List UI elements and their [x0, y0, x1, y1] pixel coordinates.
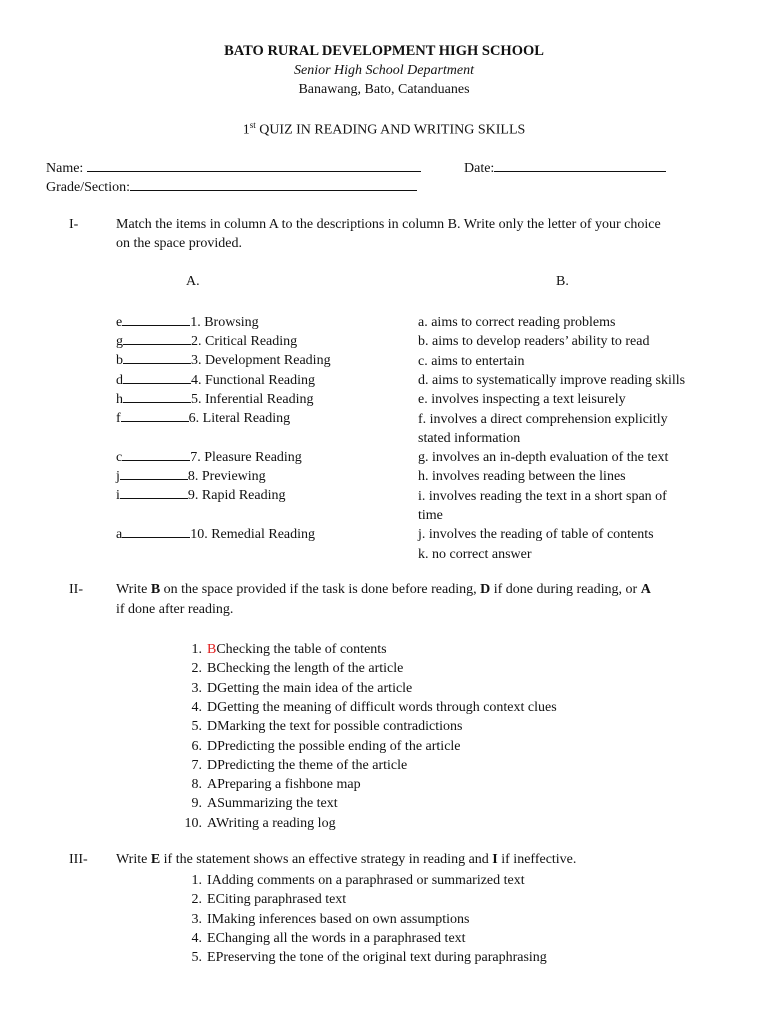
task-number: 8. — [191, 777, 202, 793]
strategy-text: Adding comments on a paraphrased or summarized text — [211, 873, 525, 888]
description-item: h. involves reading between the lines — [418, 469, 626, 485]
task-number: 3. — [191, 680, 202, 696]
part2-numeral: II- — [69, 582, 83, 597]
part1-instruction-line2: on the space provided. — [116, 236, 242, 251]
match-answer[interactable]: j — [116, 469, 120, 484]
part1-instruction-line1: Match the items in column A to the descriptions in column B. Write only the letter of your choice — [116, 217, 661, 232]
answer-blank[interactable] — [120, 467, 188, 480]
part3-instr-text: if ineffective. — [497, 852, 577, 867]
name-field-row — [46, 159, 421, 177]
strategy-number: 1. — [191, 873, 202, 888]
task-item — [180, 737, 461, 756]
match-item — [116, 486, 286, 505]
match-answer[interactable]: g — [116, 334, 123, 349]
match-item-label: 8. Previewing — [187, 469, 266, 484]
name-field[interactable] — [87, 159, 421, 172]
column-b-header: B. — [556, 274, 569, 289]
description-item: e. involves inspecting a text leisurely — [418, 392, 626, 408]
description-item: a. aims to correct reading problems — [418, 315, 616, 330]
part3-instr-text: if the statement shows an effective strategy in reading and — [160, 852, 493, 867]
grade-field[interactable] — [130, 178, 417, 191]
match-item — [116, 467, 266, 486]
task-item — [180, 814, 336, 833]
task-number: 6. — [191, 738, 202, 754]
task-answer[interactable]: A — [207, 777, 218, 793]
match-item-label: 5. Inferential Reading — [191, 392, 314, 407]
date-field-row — [464, 159, 666, 177]
match-item-label: 3. Development Reading — [191, 353, 331, 368]
task-answer[interactable]: D — [207, 757, 218, 773]
match-answer[interactable]: a — [116, 527, 123, 542]
description-item: i. involves reading the text in a short span of — [418, 488, 667, 504]
strategy-item — [180, 929, 466, 948]
match-item — [116, 409, 290, 428]
school-address: Banawang, Bato, Catanduanes — [298, 82, 470, 97]
answer-blank[interactable] — [123, 351, 191, 364]
answer-blank[interactable] — [121, 409, 189, 422]
task-answer[interactable]: D — [207, 680, 218, 696]
part2-instr-text: if done during reading, or — [490, 582, 641, 597]
column-a-header: A. — [186, 274, 200, 289]
school-name: BATO RURAL DEVELOPMENT HIGH SCHOOL — [224, 43, 544, 59]
task-item — [180, 717, 462, 736]
strategy-item — [180, 910, 469, 929]
description-item: b. aims to develop readers’ ability to read — [418, 334, 650, 350]
match-answer[interactable]: c — [116, 450, 123, 465]
strategy-answer[interactable]: I — [207, 911, 212, 927]
match-item — [116, 313, 259, 332]
task-text: Getting the meaning of difficult words through context clues — [217, 699, 557, 715]
quiz-title-text: QUIZ IN READING AND WRITING SKILLS — [255, 122, 526, 138]
description-item: time — [418, 508, 443, 523]
part3-numeral: III- — [69, 852, 88, 867]
strategy-number: 4. — [191, 930, 202, 946]
task-answer[interactable]: A — [207, 796, 218, 812]
strategy-text: Making inferences based on own assumptions — [211, 911, 470, 927]
answer-blank[interactable] — [122, 448, 190, 461]
part2-instr-text: on the space provided if the task is done before reading, — [160, 582, 481, 597]
description-item: c. aims to entertain — [418, 353, 525, 369]
quiz-title — [0, 120, 768, 139]
task-item — [180, 756, 407, 775]
name-label: Name: — [46, 161, 87, 176]
match-answer[interactable]: b — [116, 353, 123, 368]
date-field[interactable] — [494, 159, 666, 172]
task-number: 5. — [191, 719, 202, 735]
match-item — [116, 448, 302, 467]
task-number: 1. — [191, 642, 202, 657]
task-answer[interactable]: B — [207, 661, 217, 677]
match-item — [116, 332, 297, 351]
strategy-item — [180, 948, 547, 967]
strategy-answer[interactable]: I — [207, 873, 212, 888]
task-text: Predicting the theme of the article — [217, 757, 408, 773]
strategy-answer[interactable]: E — [207, 950, 216, 966]
part3-code-ineffective: I — [492, 852, 498, 867]
task-text: Checking the table of contents — [216, 642, 387, 657]
task-answer[interactable]: B — [207, 642, 217, 657]
task-text: Predicting the possible ending of the article — [217, 738, 461, 754]
answer-blank[interactable] — [122, 313, 190, 326]
strategy-text: Citing paraphrased text — [215, 892, 347, 908]
part2-code-during: D — [480, 582, 491, 597]
answer-blank[interactable] — [122, 525, 190, 538]
part2-code-before: B — [150, 582, 161, 597]
strategy-answer[interactable]: E — [207, 892, 216, 908]
description-item: k. no correct answer — [418, 546, 532, 562]
task-item — [180, 640, 387, 659]
match-answer[interactable]: d — [116, 373, 123, 388]
strategy-answer[interactable]: E — [207, 930, 216, 946]
answer-blank[interactable] — [123, 390, 191, 403]
task-item — [180, 659, 403, 678]
strategy-number: 3. — [191, 911, 202, 927]
task-answer[interactable]: A — [207, 815, 216, 831]
description-item: j. involves the reading of table of contents — [418, 527, 654, 543]
match-item-label: 7. Pleasure Reading — [190, 450, 302, 465]
strategy-text: Preserving the tone of the original text during paraphrasing — [215, 950, 547, 966]
answer-blank[interactable] — [123, 371, 191, 384]
task-item — [180, 794, 338, 813]
part3-code-effective: E — [150, 852, 161, 867]
match-answer[interactable]: f — [116, 411, 121, 426]
part1-numeral: I- — [69, 217, 79, 232]
task-text: Summarizing the text — [217, 796, 338, 812]
task-answer[interactable]: D — [207, 699, 218, 715]
task-number: 2. — [191, 661, 202, 677]
task-item — [180, 775, 361, 794]
match-answer[interactable]: h — [116, 392, 123, 407]
task-text: Getting the main idea of the article — [217, 680, 413, 696]
match-item — [116, 390, 313, 409]
part2-instruction-line2: if done after reading. — [116, 602, 234, 617]
strategy-item — [180, 871, 525, 890]
match-item-label: 6. Literal Reading — [188, 411, 291, 426]
grade-field-row — [46, 178, 417, 196]
task-text: Preparing a fishbone map — [217, 777, 361, 793]
strategy-number: 5. — [191, 950, 202, 966]
task-number: 9. — [191, 796, 202, 812]
task-number: 10. — [184, 815, 202, 831]
quiz-ordinal: 1 — [242, 122, 250, 138]
description-item: stated information — [418, 430, 521, 446]
strategy-number: 2. — [191, 892, 202, 908]
strategy-item — [180, 890, 346, 909]
part2-code-after: A — [640, 582, 651, 597]
task-text: Writing a reading log — [216, 815, 336, 831]
department-name: Senior High School Department — [293, 63, 475, 78]
part3-instr-text: Write — [116, 852, 151, 867]
grade-label: Grade/Section: — [46, 180, 130, 195]
match-item-label: 10. Remedial Reading — [190, 527, 316, 542]
answer-blank[interactable] — [120, 486, 188, 499]
match-item-label: 2. Critical Reading — [191, 334, 298, 349]
description-item: f. involves a direct comprehension explicitly — [418, 411, 668, 427]
match-item-label: 4. Functional Reading — [191, 373, 316, 388]
task-number: 4. — [191, 699, 202, 715]
description-item: d. aims to systematically improve reading skills — [418, 372, 686, 388]
task-item — [180, 679, 412, 698]
task-answer[interactable]: D — [207, 738, 218, 754]
date-label: Date: — [464, 161, 495, 176]
answer-blank[interactable] — [123, 332, 191, 345]
task-text: Marking the text for possible contradictions — [217, 719, 463, 735]
task-number: 7. — [191, 757, 202, 773]
part3-instruction — [116, 852, 576, 868]
part2-instruction-line1 — [116, 582, 651, 598]
quiz-ordinal-suffix: st — [249, 120, 256, 130]
description-item: g. involves an in-depth evaluation of the text — [418, 450, 669, 466]
part2-instr-text: Write — [116, 582, 151, 597]
match-item-label: 1. Browsing — [190, 315, 259, 330]
match-answer[interactable]: i — [116, 488, 120, 503]
task-text: Checking the length of the article — [216, 661, 404, 677]
match-item — [116, 371, 315, 390]
match-item-label: 9. Rapid Reading — [187, 488, 286, 503]
match-answer[interactable]: e — [116, 315, 123, 330]
match-item — [116, 525, 315, 544]
task-answer[interactable]: D — [207, 719, 218, 735]
strategy-text: Changing all the words in a paraphrased text — [215, 930, 466, 946]
match-item — [116, 351, 331, 370]
task-item — [180, 698, 557, 717]
